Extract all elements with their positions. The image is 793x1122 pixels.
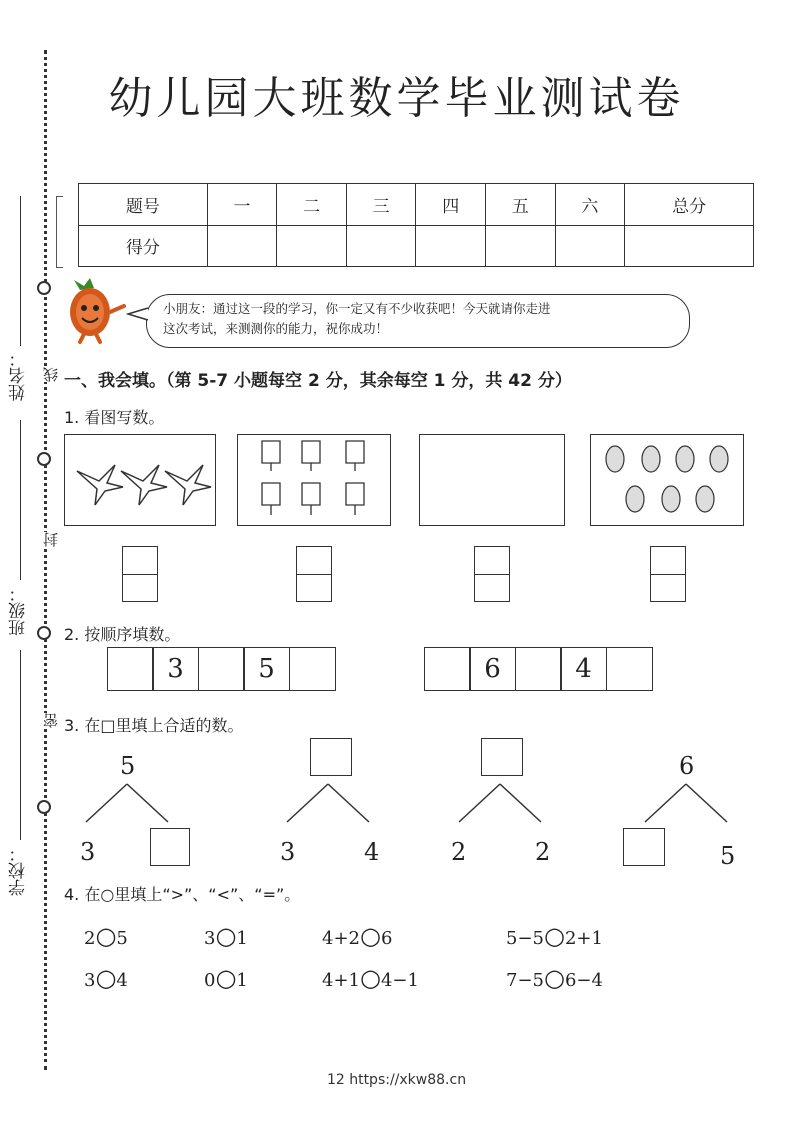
score-header-cell: 六 — [555, 184, 625, 226]
answer-box[interactable] — [474, 546, 510, 602]
compare-left: 5−5 — [506, 928, 544, 949]
page-title: 幼儿园大班数学毕业测试卷 — [108, 73, 685, 124]
sequence-cell: 6 — [469, 647, 516, 691]
sequence-cell[interactable] — [606, 647, 653, 691]
score-header-cell: 一 — [207, 184, 277, 226]
compare-left: 4+2 — [322, 928, 360, 949]
question-1-text: 1. 看图写数。 — [64, 408, 165, 427]
score-input-cell[interactable] — [207, 225, 277, 267]
bond-answer-box[interactable] — [623, 828, 665, 866]
name-write-line[interactable] — [20, 196, 21, 346]
compare-right: 5 — [116, 928, 128, 949]
compare-circle[interactable]: ○ — [95, 964, 117, 992]
compare-item — [322, 922, 392, 950]
picture-box-ice-pops — [237, 434, 391, 526]
compare-circle[interactable]: ○ — [215, 964, 237, 992]
binding-dotted-line — [44, 50, 47, 1070]
bond-answer-box[interactable] — [150, 828, 190, 866]
compare-right: 6 — [380, 928, 393, 949]
question-2-text: 2. 按顺序填数。 — [64, 625, 181, 644]
compare-right: 2+1 — [564, 928, 603, 949]
sequence-cell: 5 — [243, 647, 290, 691]
class-write-line[interactable] — [20, 420, 21, 580]
bond-right-number: 2 — [535, 838, 551, 866]
compare-right: 4−1 — [380, 970, 419, 991]
compare-left: 3 — [204, 928, 216, 949]
binding-ring — [37, 452, 51, 466]
sequence-cell[interactable] — [515, 647, 562, 691]
birds-icon — [65, 435, 215, 525]
compare-right: 1 — [236, 970, 248, 991]
score-input-cell[interactable] — [555, 225, 625, 267]
picture-box-birds — [64, 434, 216, 526]
sequence-cell[interactable] — [107, 647, 154, 691]
sequence-row-1 — [108, 647, 336, 691]
picture-box-cabbages — [590, 434, 744, 526]
score-header-cell: 题号 — [79, 184, 208, 226]
compare-circle[interactable]: ○ — [360, 964, 381, 992]
compare-item — [84, 964, 128, 992]
compare-circle[interactable]: ○ — [95, 922, 117, 950]
compare-circle[interactable]: ○ — [544, 964, 565, 992]
picture-box-empty[interactable] — [419, 434, 565, 526]
sequence-row-2 — [425, 647, 653, 691]
sequence-cell[interactable] — [424, 647, 471, 691]
seal-mark-mi: 密 — [42, 713, 60, 728]
compare-right: 1 — [236, 928, 248, 949]
score-row-label: 得分 — [79, 225, 208, 267]
bond-right-number: 5 — [720, 842, 736, 870]
compare-left: 4+1 — [322, 970, 360, 991]
seal-mark-line: 线 — [42, 367, 60, 382]
score-input-cell[interactable] — [277, 225, 347, 267]
greeting-bubble — [146, 294, 690, 348]
answer-box[interactable] — [122, 546, 158, 602]
page-footer: 12 https://xkw88.cn — [326, 1072, 467, 1088]
compare-left: 7−5 — [506, 970, 544, 991]
score-input-cell[interactable] — [486, 225, 556, 267]
sequence-cell: 3 — [152, 647, 199, 691]
compare-item — [204, 964, 248, 992]
bond-answer-box[interactable] — [310, 738, 352, 776]
compare-item — [506, 922, 603, 950]
binding-ring — [37, 626, 51, 640]
compare-circle[interactable]: ○ — [360, 922, 381, 950]
score-header-cell: 总分 — [625, 184, 754, 226]
greeting-line-1: 小朋友：通过这一段的学习，你一定又有不少收获吧！今天就请你走进 — [163, 301, 551, 316]
question-4-text: 4. 在○里填上“>”、“<”、“=”。 — [64, 885, 301, 904]
compare-item — [322, 964, 419, 992]
answer-box[interactable] — [296, 546, 332, 602]
bond-answer-box[interactable] — [481, 738, 523, 776]
compare-left: 3 — [84, 970, 96, 991]
greeting-line-2: 这次考试，来测测你的能力，祝你成功！ — [163, 321, 389, 336]
score-header-cell: 二 — [277, 184, 347, 226]
sequence-cell[interactable] — [289, 647, 336, 691]
section-1-heading: 一、我会填。（第 5-7 小题每空 2 分，其余每空 1 分，共 42 分） — [64, 371, 572, 391]
compare-left: 2 — [84, 928, 96, 949]
binding-ring — [37, 281, 51, 295]
answer-box[interactable] — [650, 546, 686, 602]
compare-left: 0 — [204, 970, 216, 991]
cabbage-icon — [591, 435, 743, 525]
seal-mark-feng: 封 — [42, 532, 60, 547]
score-input-cell[interactable] — [346, 225, 416, 267]
bond-left-number: 2 — [451, 838, 467, 866]
compare-right: 4 — [116, 970, 128, 991]
table-bracket — [56, 196, 63, 268]
score-input-cell[interactable] — [625, 225, 754, 267]
question-3-text: 3. 在□里填上合适的数。 — [64, 716, 244, 735]
sequence-cell: 4 — [560, 647, 607, 691]
compare-circle[interactable]: ○ — [544, 922, 565, 950]
school-label: 学校： — [9, 845, 29, 896]
score-table — [78, 183, 754, 267]
mascot-icon — [60, 276, 130, 346]
bond-top-number: 6 — [679, 752, 695, 780]
bond-right-number: 4 — [364, 838, 380, 866]
bond-left-number: 3 — [80, 838, 96, 866]
bubble-tail — [126, 306, 150, 322]
name-label: 姓名： — [9, 350, 29, 401]
bond-top-number: 5 — [120, 752, 136, 780]
number-bond-lines — [0, 740, 793, 880]
score-header-cell: 四 — [416, 184, 486, 226]
compare-circle[interactable]: ○ — [215, 922, 237, 950]
score-input-cell[interactable] — [416, 225, 486, 267]
class-label: 班级： — [9, 585, 29, 636]
sequence-cell[interactable] — [198, 647, 245, 691]
compare-item — [84, 922, 128, 950]
compare-item — [506, 964, 603, 992]
bond-left-number: 3 — [280, 838, 296, 866]
compare-right: 6−4 — [564, 970, 603, 991]
ice-pop-icon — [238, 435, 390, 525]
score-header-cell: 三 — [346, 184, 416, 226]
compare-item — [204, 922, 248, 950]
score-header-cell: 五 — [486, 184, 556, 226]
